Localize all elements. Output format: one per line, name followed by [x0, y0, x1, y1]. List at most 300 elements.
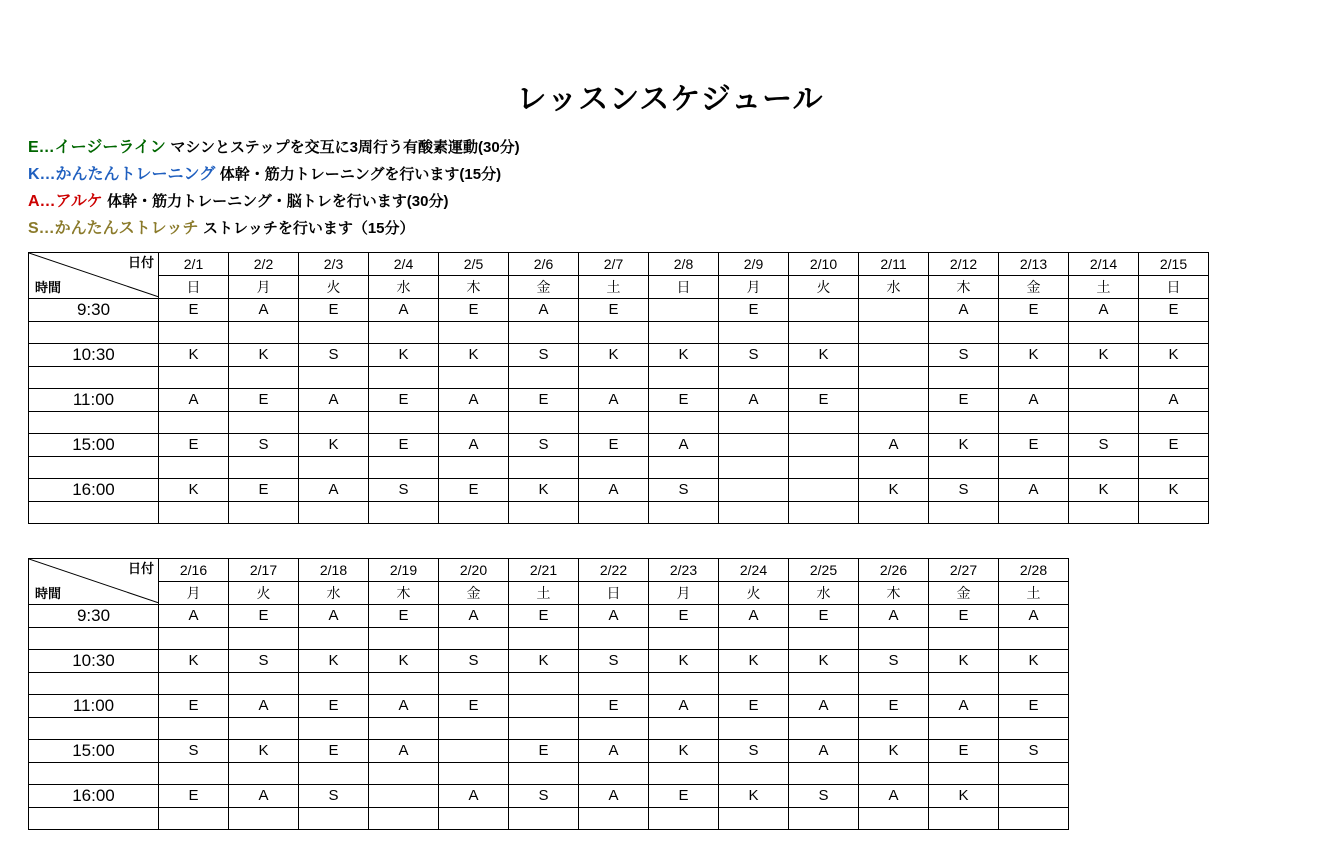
date-header-cell: 2/3: [299, 253, 369, 276]
date-header-cell: 2/18: [299, 559, 369, 582]
lesson-cell: E: [1139, 434, 1209, 457]
date-header-cell: 2/27: [929, 559, 999, 582]
date-header-cell: 2/26: [859, 559, 929, 582]
lesson-cell: [649, 299, 719, 322]
lesson-cell: K: [159, 479, 229, 502]
lesson-cell: [719, 502, 789, 524]
lesson-cell: E: [719, 695, 789, 718]
lesson-cell: A: [649, 434, 719, 457]
table-spacer-row: [29, 367, 1209, 389]
table-spacer-row: [29, 322, 1209, 344]
table-row: [29, 605, 1069, 628]
page-title: レッスンスケジュール: [516, 83, 824, 116]
lesson-cell: E: [719, 299, 789, 322]
time-cell: [29, 718, 159, 740]
lesson-cell: [649, 673, 719, 695]
lesson-cell: E: [299, 695, 369, 718]
lesson-cell: [439, 412, 509, 434]
lesson-cell: K: [789, 650, 859, 673]
lesson-cell: [649, 412, 719, 434]
lesson-cell: A: [579, 479, 649, 502]
lesson-cell: [859, 457, 929, 479]
lesson-cell: [1139, 322, 1209, 344]
lesson-cell: K: [509, 479, 579, 502]
lesson-cell: K: [1139, 479, 1209, 502]
lesson-cell: A: [579, 389, 649, 412]
lesson-cell: A: [579, 785, 649, 808]
lesson-cell: E: [299, 740, 369, 763]
lesson-cell: [1069, 502, 1139, 524]
header-date-label: 日付: [127, 561, 154, 576]
lesson-cell: K: [159, 650, 229, 673]
lesson-cell: [929, 502, 999, 524]
lesson-cell: S: [229, 650, 299, 673]
date-header-cell: 2/14: [1069, 253, 1139, 276]
lesson-cell: S: [159, 740, 229, 763]
lesson-cell: [859, 389, 929, 412]
date-header-cell: 2/12: [929, 253, 999, 276]
lesson-cell: A: [299, 479, 369, 502]
lesson-cell: S: [649, 479, 719, 502]
lesson-cell: E: [579, 695, 649, 718]
lesson-cell: S: [719, 344, 789, 367]
time-cell: [29, 322, 159, 344]
header-time-label: 時間: [35, 280, 62, 295]
lesson-cell: K: [929, 650, 999, 673]
lesson-cell: [579, 628, 649, 650]
table-row: [29, 389, 1209, 412]
lesson-cell: S: [369, 479, 439, 502]
lesson-cell: [439, 457, 509, 479]
legend-desc-e: マシンとステップを交互に3周行う有酸素運動(30分): [170, 139, 520, 156]
lesson-cell: [299, 718, 369, 740]
lesson-cell: S: [509, 344, 579, 367]
table-spacer-row: [29, 808, 1069, 830]
lesson-cell: A: [929, 695, 999, 718]
lesson-cell: [509, 457, 579, 479]
lesson-cell: [579, 367, 649, 389]
lesson-cell: [229, 412, 299, 434]
lesson-cell: A: [299, 389, 369, 412]
dayofweek-header-cell: 日: [649, 276, 719, 299]
time-cell: 11:00: [29, 389, 159, 412]
lesson-cell: [1069, 367, 1139, 389]
lesson-cell: [999, 412, 1069, 434]
time-cell: [29, 628, 159, 650]
lesson-cell: A: [859, 434, 929, 457]
table-corner-header: [29, 559, 159, 605]
dayofweek-header-cell: 火: [719, 582, 789, 605]
lesson-cell: [439, 367, 509, 389]
lesson-cell: A: [439, 389, 509, 412]
lesson-cell: K: [789, 344, 859, 367]
lesson-cell: [439, 808, 509, 830]
time-cell: 15:00: [29, 434, 159, 457]
lesson-cell: K: [859, 740, 929, 763]
lesson-cell: K: [369, 650, 439, 673]
lesson-cell: S: [929, 479, 999, 502]
lesson-cell: [369, 322, 439, 344]
lesson-cell: S: [789, 785, 859, 808]
lesson-cell: [229, 763, 299, 785]
lesson-cell: [159, 763, 229, 785]
lesson-cell: K: [299, 650, 369, 673]
dayofweek-header-cell: 水: [859, 276, 929, 299]
lesson-cell: S: [299, 785, 369, 808]
lesson-cell: [719, 457, 789, 479]
lesson-cell: [929, 457, 999, 479]
dayofweek-header-cell: 水: [369, 276, 439, 299]
lesson-cell: E: [579, 434, 649, 457]
date-header-cell: 2/10: [789, 253, 859, 276]
table-spacer-row: [29, 412, 1209, 434]
lesson-cell: [789, 502, 859, 524]
lesson-cell: E: [229, 389, 299, 412]
lesson-cell: [1139, 457, 1209, 479]
date-header-cell: 2/16: [159, 559, 229, 582]
date-header-cell: 2/1: [159, 253, 229, 276]
date-header-cell: 2/19: [369, 559, 439, 582]
dayofweek-header-cell: 火: [229, 582, 299, 605]
legend-desc-s: ストレッチを行います（15分）: [202, 220, 415, 237]
lesson-cell: E: [929, 740, 999, 763]
lesson-cell: E: [299, 299, 369, 322]
lesson-cell: [789, 412, 859, 434]
lesson-cell: [229, 673, 299, 695]
time-cell: 16:00: [29, 785, 159, 808]
lesson-cell: A: [159, 605, 229, 628]
time-cell: [29, 457, 159, 479]
date-header-cell: 2/24: [719, 559, 789, 582]
legend-block: [0, 118, 1340, 242]
lesson-cell: E: [159, 785, 229, 808]
lesson-cell: E: [649, 389, 719, 412]
lesson-cell: [929, 367, 999, 389]
lesson-cell: E: [929, 605, 999, 628]
lesson-cell: [159, 502, 229, 524]
table-header-row-dates: [29, 559, 1069, 582]
lesson-cell: [1069, 322, 1139, 344]
date-header-cell: 2/22: [579, 559, 649, 582]
legend-item-s: [28, 215, 1340, 242]
lesson-cell: E: [789, 605, 859, 628]
lesson-cell: E: [649, 785, 719, 808]
lesson-cell: A: [299, 605, 369, 628]
time-cell: 9:30: [29, 299, 159, 322]
lesson-cell: K: [579, 344, 649, 367]
lesson-cell: [859, 344, 929, 367]
time-cell: 10:30: [29, 344, 159, 367]
table-corner-header: [29, 253, 159, 299]
lesson-cell: A: [719, 389, 789, 412]
lesson-cell: A: [439, 785, 509, 808]
lesson-cell: [579, 763, 649, 785]
lesson-cell: [719, 367, 789, 389]
lesson-cell: [929, 718, 999, 740]
time-cell: 11:00: [29, 695, 159, 718]
dayofweek-header-cell: 月: [719, 276, 789, 299]
lesson-cell: A: [369, 695, 439, 718]
lesson-cell: [649, 628, 719, 650]
schedule-table-2-wrap: [0, 558, 1340, 830]
lesson-cell: S: [229, 434, 299, 457]
lesson-cell: [859, 673, 929, 695]
lesson-cell: [369, 718, 439, 740]
lesson-cell: S: [929, 344, 999, 367]
lesson-cell: A: [719, 605, 789, 628]
lesson-cell: K: [439, 344, 509, 367]
date-header-cell: 2/7: [579, 253, 649, 276]
lesson-cell: K: [229, 740, 299, 763]
lesson-cell: [159, 367, 229, 389]
lesson-cell: [369, 412, 439, 434]
lesson-cell: E: [649, 605, 719, 628]
lesson-cell: E: [509, 605, 579, 628]
lesson-cell: A: [439, 434, 509, 457]
lesson-cell: [439, 322, 509, 344]
lesson-cell: [369, 785, 439, 808]
lesson-cell: [509, 763, 579, 785]
lesson-cell: [929, 673, 999, 695]
lesson-cell: A: [579, 605, 649, 628]
lesson-cell: [789, 299, 859, 322]
lesson-cell: [719, 434, 789, 457]
lesson-cell: A: [369, 299, 439, 322]
lesson-cell: [159, 322, 229, 344]
lesson-cell: K: [999, 344, 1069, 367]
lesson-cell: E: [999, 695, 1069, 718]
date-header-cell: 2/21: [509, 559, 579, 582]
lesson-cell: K: [719, 650, 789, 673]
lesson-cell: [789, 763, 859, 785]
dayofweek-header-cell: 土: [999, 582, 1069, 605]
lesson-cell: E: [999, 299, 1069, 322]
table-header-row-dow: [29, 582, 1069, 605]
lesson-cell: [159, 718, 229, 740]
dayofweek-header-cell: 木: [859, 582, 929, 605]
lesson-cell: [509, 502, 579, 524]
lesson-cell: E: [369, 605, 439, 628]
lesson-cell: E: [509, 389, 579, 412]
lesson-cell: [439, 628, 509, 650]
lesson-cell: E: [509, 740, 579, 763]
lesson-cell: [439, 718, 509, 740]
date-header-cell: 2/25: [789, 559, 859, 582]
lesson-cell: [1069, 389, 1139, 412]
dayofweek-header-cell: 日: [1139, 276, 1209, 299]
date-header-cell: 2/9: [719, 253, 789, 276]
lesson-cell: A: [999, 479, 1069, 502]
lesson-cell: [509, 367, 579, 389]
lesson-cell: [299, 367, 369, 389]
lesson-cell: [929, 322, 999, 344]
lesson-cell: [299, 673, 369, 695]
lesson-cell: [229, 457, 299, 479]
table-spacer-row: [29, 763, 1069, 785]
schedule-table-1: [28, 252, 1209, 524]
lesson-cell: E: [439, 299, 509, 322]
lesson-cell: S: [859, 650, 929, 673]
lesson-cell: S: [439, 650, 509, 673]
lesson-cell: [999, 673, 1069, 695]
legend-item-e: [28, 134, 1340, 161]
date-header-cell: 2/17: [229, 559, 299, 582]
dayofweek-header-cell: 月: [649, 582, 719, 605]
lesson-cell: [999, 628, 1069, 650]
lesson-cell: [509, 718, 579, 740]
lesson-cell: [509, 628, 579, 650]
lesson-cell: [229, 502, 299, 524]
lesson-cell: [369, 502, 439, 524]
lesson-cell: [859, 808, 929, 830]
lesson-cell: [999, 322, 1069, 344]
lesson-cell: A: [229, 785, 299, 808]
lesson-cell: [229, 808, 299, 830]
dayofweek-header-cell: 火: [299, 276, 369, 299]
lesson-cell: K: [229, 344, 299, 367]
lesson-cell: [649, 322, 719, 344]
lesson-cell: E: [579, 299, 649, 322]
date-header-cell: 2/23: [649, 559, 719, 582]
lesson-cell: [369, 673, 439, 695]
lesson-cell: S: [509, 785, 579, 808]
lesson-cell: [299, 763, 369, 785]
lesson-cell: A: [159, 389, 229, 412]
dayofweek-header-cell: 金: [509, 276, 579, 299]
lesson-cell: [159, 457, 229, 479]
lesson-cell: A: [859, 785, 929, 808]
lesson-cell: E: [369, 389, 439, 412]
lesson-cell: [719, 673, 789, 695]
lesson-cell: K: [1069, 479, 1139, 502]
lesson-cell: [159, 628, 229, 650]
lesson-cell: E: [229, 479, 299, 502]
lesson-cell: A: [649, 695, 719, 718]
lesson-cell: [579, 457, 649, 479]
dayofweek-header-cell: 火: [789, 276, 859, 299]
table-row: [29, 695, 1069, 718]
lesson-cell: K: [649, 740, 719, 763]
lesson-cell: K: [369, 344, 439, 367]
time-cell: [29, 808, 159, 830]
lesson-cell: [159, 673, 229, 695]
lesson-cell: E: [789, 389, 859, 412]
lesson-cell: K: [1069, 344, 1139, 367]
lesson-cell: [789, 628, 859, 650]
lesson-cell: [299, 808, 369, 830]
table-spacer-row: [29, 673, 1069, 695]
lesson-cell: [789, 718, 859, 740]
lesson-cell: [789, 434, 859, 457]
date-header-cell: 2/5: [439, 253, 509, 276]
lesson-cell: A: [789, 695, 859, 718]
lesson-cell: [579, 322, 649, 344]
lesson-cell: [439, 673, 509, 695]
lesson-cell: [929, 763, 999, 785]
lesson-cell: [299, 628, 369, 650]
lesson-cell: S: [1069, 434, 1139, 457]
lesson-cell: S: [299, 344, 369, 367]
lesson-cell: [649, 367, 719, 389]
lesson-cell: [439, 763, 509, 785]
lesson-cell: [859, 299, 929, 322]
schedule-table-2: [28, 558, 1069, 830]
lesson-cell: [1069, 457, 1139, 479]
lesson-cell: [159, 808, 229, 830]
date-header-cell: 2/28: [999, 559, 1069, 582]
lesson-cell: [719, 412, 789, 434]
lesson-cell: [719, 628, 789, 650]
lesson-cell: E: [229, 605, 299, 628]
legend-code-a: A…アルケ: [28, 193, 103, 210]
schedule-table-1-wrap: [0, 252, 1340, 524]
table-row: [29, 479, 1209, 502]
lesson-cell: [859, 412, 929, 434]
table-header-row-dates: [29, 253, 1209, 276]
lesson-cell: K: [929, 434, 999, 457]
lesson-cell: [509, 412, 579, 434]
lesson-cell: [859, 718, 929, 740]
lesson-cell: E: [859, 695, 929, 718]
lesson-cell: [649, 808, 719, 830]
lesson-cell: [1139, 502, 1209, 524]
dayofweek-header-cell: 水: [789, 582, 859, 605]
lesson-cell: A: [509, 299, 579, 322]
lesson-cell: A: [1139, 389, 1209, 412]
lesson-cell: [509, 695, 579, 718]
lesson-cell: E: [999, 434, 1069, 457]
lesson-cell: A: [439, 605, 509, 628]
lesson-cell: [229, 628, 299, 650]
lesson-cell: [999, 763, 1069, 785]
date-header-cell: 2/15: [1139, 253, 1209, 276]
dayofweek-header-cell: 金: [929, 582, 999, 605]
lesson-cell: [999, 718, 1069, 740]
lesson-cell: [789, 367, 859, 389]
lesson-cell: [299, 457, 369, 479]
time-cell: [29, 673, 159, 695]
lesson-cell: [369, 367, 439, 389]
lesson-cell: [859, 367, 929, 389]
lesson-cell: K: [299, 434, 369, 457]
table-spacer-row: [29, 718, 1069, 740]
lesson-cell: [579, 718, 649, 740]
lesson-cell: K: [649, 344, 719, 367]
dayofweek-header-cell: 土: [1069, 276, 1139, 299]
table-row: [29, 785, 1069, 808]
lesson-cell: [579, 808, 649, 830]
lesson-cell: [719, 763, 789, 785]
table-spacer-row: [29, 457, 1209, 479]
time-cell: 10:30: [29, 650, 159, 673]
legend-item-a: [28, 188, 1340, 215]
lesson-cell: [649, 718, 719, 740]
lesson-cell: [509, 673, 579, 695]
table-row: [29, 740, 1069, 763]
lesson-cell: [649, 502, 719, 524]
lesson-cell: [159, 412, 229, 434]
table-header-row-dow: [29, 276, 1209, 299]
dayofweek-header-cell: 木: [439, 276, 509, 299]
date-header-cell: 2/13: [999, 253, 1069, 276]
dayofweek-header-cell: 日: [159, 276, 229, 299]
date-header-cell: 2/8: [649, 253, 719, 276]
lesson-cell: E: [159, 695, 229, 718]
lesson-cell: A: [369, 740, 439, 763]
dayofweek-header-cell: 水: [299, 582, 369, 605]
lesson-cell: [229, 718, 299, 740]
date-header-cell: 2/2: [229, 253, 299, 276]
